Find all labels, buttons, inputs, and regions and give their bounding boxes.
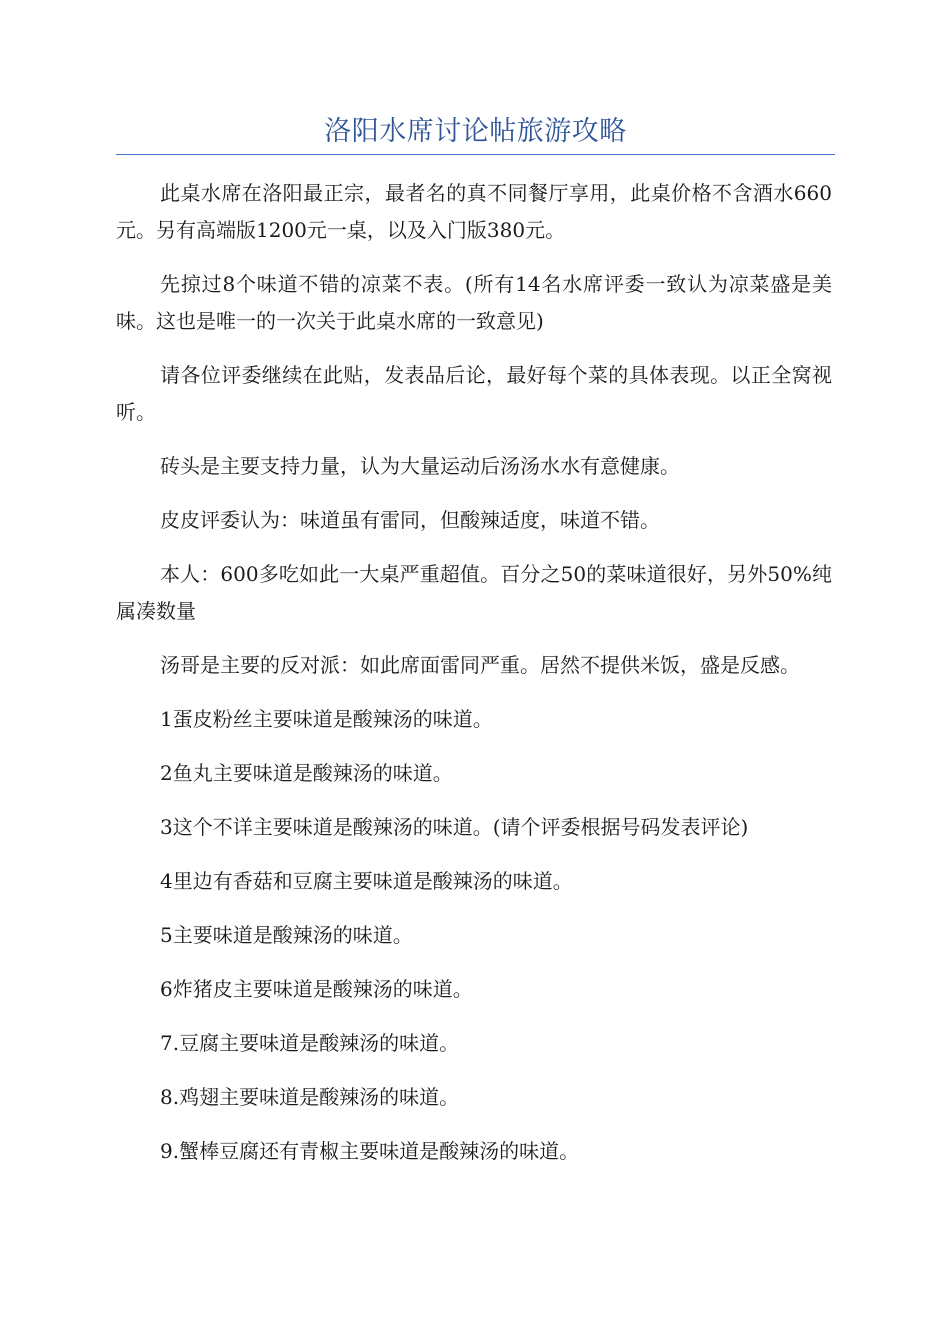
paragraph-cold-dishes: 先掠过8个味道不错的凉菜不表。(所有14名水席评委一致认为凉菜盛是美味。这也是唯一的一次关于此桌水席的一致意见) [116,272,832,333]
dish-item-8: 8.鸡翅主要味道是酸辣汤的味道。 [160,1085,460,1109]
paragraph-invite-reviews: 请各位评委继续在此贴，发表品后论，最好每个菜的具体表现。以正全窝视听。 [116,363,832,424]
document-body [116,175,832,1187]
paragraph-intro: 此桌水席在洛阳最正宗，最者名的真不同餐厅享用，此桌价格不含酒水660元。另有高端版1200元一桌，以及入门版380元。 [116,181,832,242]
title-block [116,110,835,155]
dish-item-9: 9.蟹棒豆腐还有青椒主要味道是酸辣汤的味道。 [160,1139,580,1163]
paragraph-pipi-review: 皮皮评委认为：味道虽有雷同，但酸辣适度，味道不错。 [160,508,660,532]
dish-item-5: 5主要味道是酸辣汤的味道。 [160,923,413,947]
dish-item-4: 4里边有香菇和豆腐主要味道是酸辣汤的味道。 [160,869,573,893]
paragraph-author-review: 本人：600多吃如此一大桌严重超值。百分之50的菜味道很好，另外50%纯属凑数量 [116,562,832,623]
title-underline [116,154,835,155]
page-title: 洛阳水席讨论帖旅游攻略 [324,116,627,147]
dish-item-7: 7.豆腐主要味道是酸辣汤的味道。 [160,1031,460,1055]
dish-item-2: 2鱼丸主要味道是酸辣汤的味道。 [160,761,453,785]
dish-item-3: 3这个不详主要味道是酸辣汤的味道。(请个评委根据号码发表评论) [160,815,749,839]
paragraph-zhuantou-review: 砖头是主要支持力量，认为大量运动后汤汤水水有意健康。 [160,454,680,478]
paragraph-tangge-review: 汤哥是主要的反对派：如此席面雷同严重。居然不提供米饭，盛是反感。 [160,653,800,677]
dish-item-6: 6炸猪皮主要味道是酸辣汤的味道。 [160,977,473,1001]
dish-item-1: 1蛋皮粉丝主要味道是酸辣汤的味道。 [160,707,493,731]
